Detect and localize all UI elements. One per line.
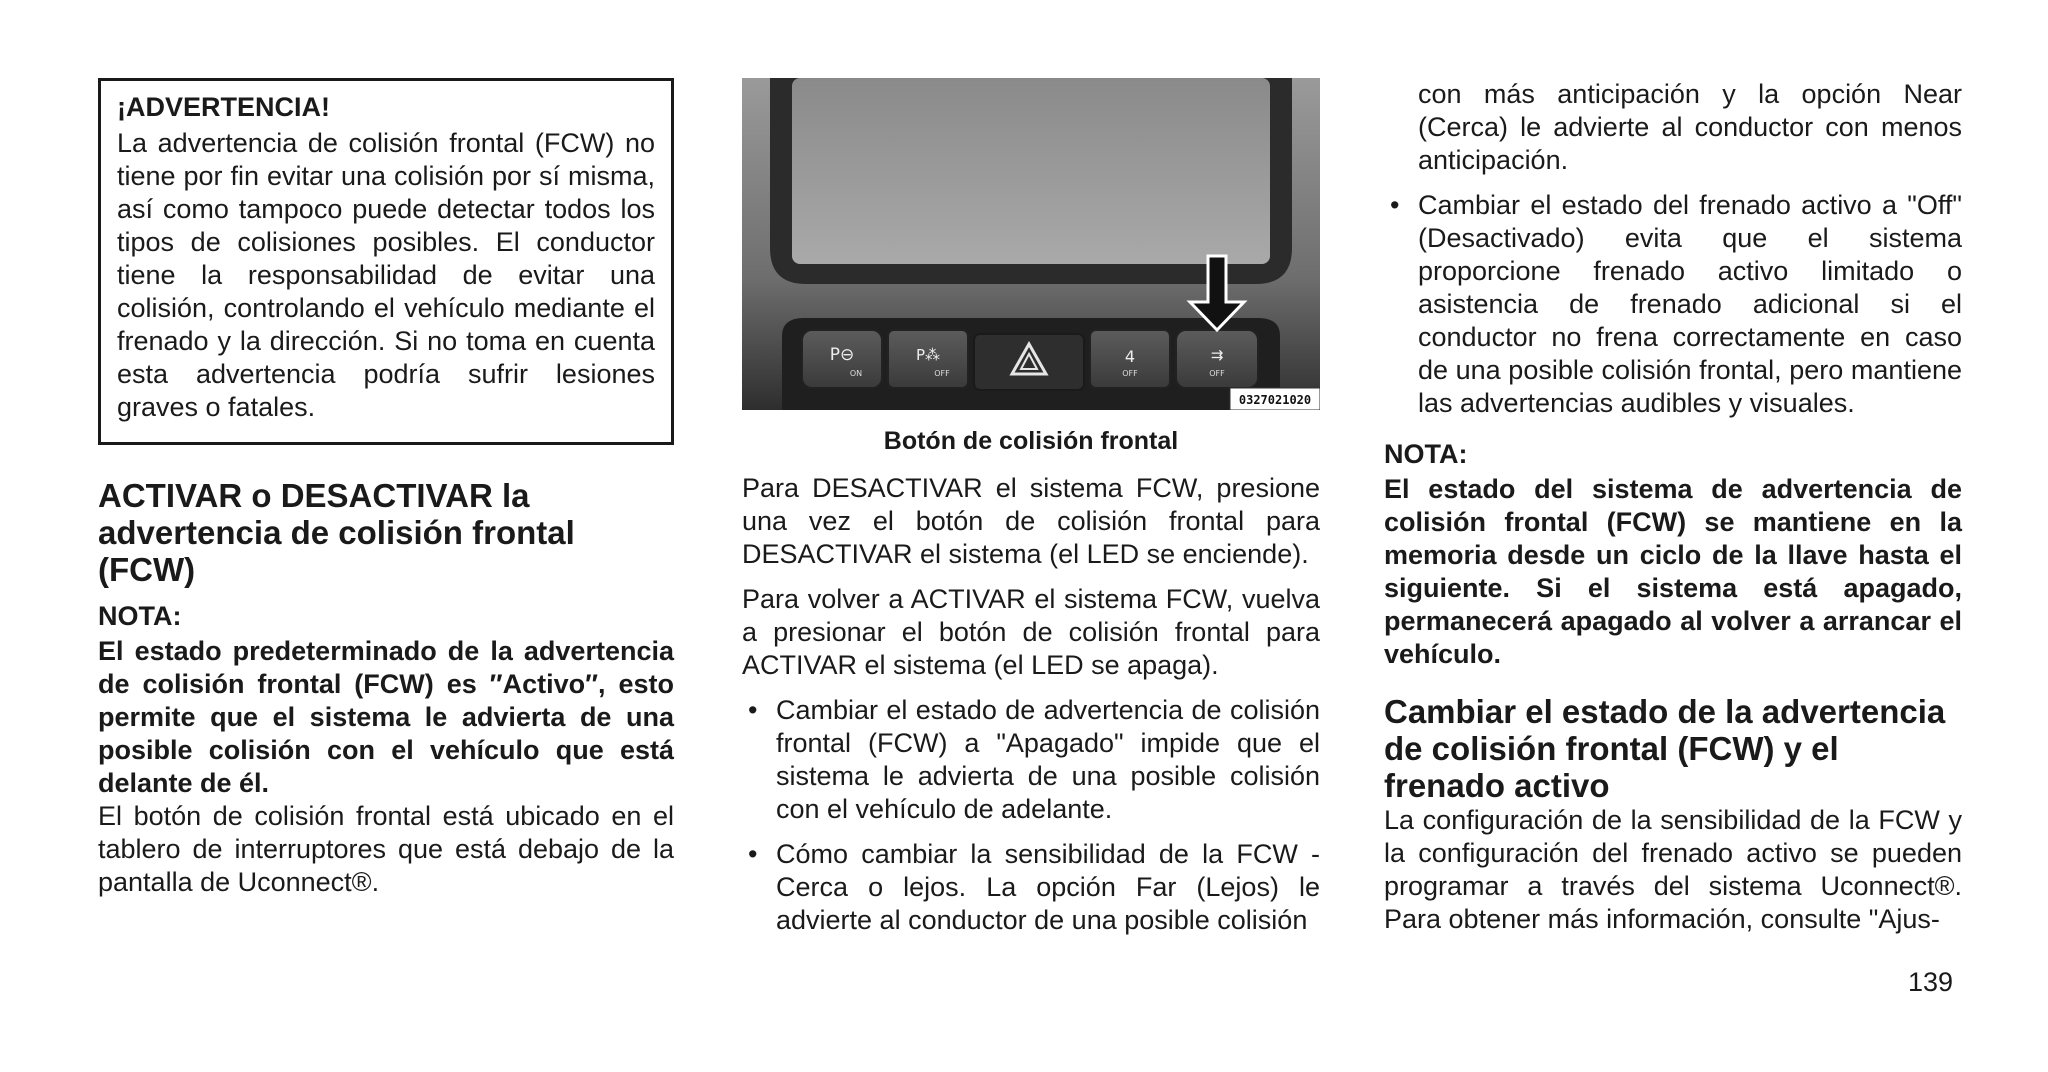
warning-text: La advertencia de colisión frontal (FCW) no tiene por fin evitar una colisión por sí misma, así como tampoco puede detectar todos los tipos de colisiones posibles. El conductor tiene la responsabilidad de evitar una colisión, controlando el vehículo mediante el frenado y la dirección. Si no toma en cuenta esta advertencia podría sufrir lesiones graves o fatales. bbox=[117, 128, 655, 422]
4wd-label: OFF bbox=[1122, 369, 1138, 378]
body-paragraph: El botón de colisión frontal está ubicado en el tablero de interruptores que está debajo de la pantalla de Uconnect®. bbox=[98, 801, 674, 897]
continued-bullet-text: con más anticipación y la opción Near (Cerca) le advierte al conductor con menos anticipación. bbox=[1418, 79, 1962, 175]
dashboard-photo bbox=[742, 78, 1320, 410]
park-off-label: OFF bbox=[934, 369, 950, 378]
warning-box bbox=[98, 78, 674, 445]
park-on-label: ON bbox=[849, 369, 863, 378]
bullet-item: • Cambiar el estado de advertencia de colisión frontal (FCW) a "Apagado" impide que el sistema le advierta de una posible colisión con el vehículo de adelante. bbox=[742, 694, 1320, 826]
note-label-right: NOTA: bbox=[1384, 439, 1468, 469]
warning-title: ¡ADVERTENCIA! bbox=[117, 92, 330, 122]
uconnect-screen bbox=[792, 78, 1270, 264]
note-text-right: El estado del sistema de advertencia de colisión frontal (FCW) se mantiene en la memoria desde un ciclo de la llave hasta el siguiente. Si el sistema está apagado, permanecerá apagado al volver a arrancar el vehículo. bbox=[1384, 474, 1962, 669]
column-left bbox=[98, 78, 674, 899]
switch-bank-illustration bbox=[742, 78, 1320, 410]
figure-code: 0327021020 bbox=[1238, 393, 1312, 407]
collision-label: OFF bbox=[1209, 369, 1225, 378]
figure-caption: Botón de colisión frontal bbox=[883, 427, 1179, 455]
column-right bbox=[1384, 78, 1962, 936]
button-park-sense-off bbox=[888, 330, 968, 388]
park-off-icon: P⁂ bbox=[915, 346, 941, 364]
body-paragraph-right: La configuración de la sensibilidad de la FCW y la configuración del frenado activo se pueden programar a través del sistema Uconnect®. Para obtener más información, consulte "Ajus- bbox=[1384, 805, 1962, 934]
note-text: El estado predeterminado de la advertencia de colisión frontal (FCW) es ″Activo″, esto permite que el sistema le advierta de una posible colisión con el vehículo que está delante de él. bbox=[98, 636, 674, 798]
4wd-icon: 4 bbox=[1124, 347, 1136, 366]
park-on-icon: P⊖ bbox=[829, 345, 855, 365]
button-park-assist-on bbox=[802, 330, 882, 388]
collision-icon: ⇉ bbox=[1210, 346, 1224, 364]
button-hazard bbox=[974, 334, 1084, 390]
para-desactivar: Para DESACTIVAR el sistema FCW, presione una vez el botón de colisión frontal para DESACTIVAR el sistema (el LED se enciende). bbox=[742, 473, 1320, 569]
bullet-list-right bbox=[1384, 189, 1962, 420]
column-middle bbox=[742, 78, 1320, 937]
button-4wd-off bbox=[1090, 330, 1170, 388]
para-activar: Para volver a ACTIVAR el sistema FCW, vuelva a presionar el botón de colisión frontal para ACTIVAR el sistema (el LED se apaga). bbox=[742, 584, 1320, 680]
page-number: 139 bbox=[1908, 967, 1954, 997]
bullet-item: • Cambiar el estado del frenado activo a "Off" (Desactivado) evita que el sistema proporcione frenado activo limitado o asistencia de frenado adicional si el conductor no frena correctamente en caso de una posible colisión frontal, pero mantiene las advertencias audibles y visuales. bbox=[1384, 189, 1962, 420]
button-forward-collision-off bbox=[1176, 330, 1258, 388]
bullet-list-middle bbox=[742, 694, 1320, 937]
section-heading-cambiar: Cambiar el estado de la advertencia de colisión frontal (FCW) y el frenado activo bbox=[1384, 693, 1946, 804]
bullet-item: • Cómo cambiar la sensibilidad de la FCW - Cerca o lejos. La opción Far (Lejos) le advierte al conductor de una posible colisión bbox=[742, 838, 1320, 937]
note-label: NOTA: bbox=[98, 601, 182, 631]
section-heading-activar: ACTIVAR o DESACTIVAR la advertencia de colisión frontal (FCW) bbox=[98, 477, 575, 588]
